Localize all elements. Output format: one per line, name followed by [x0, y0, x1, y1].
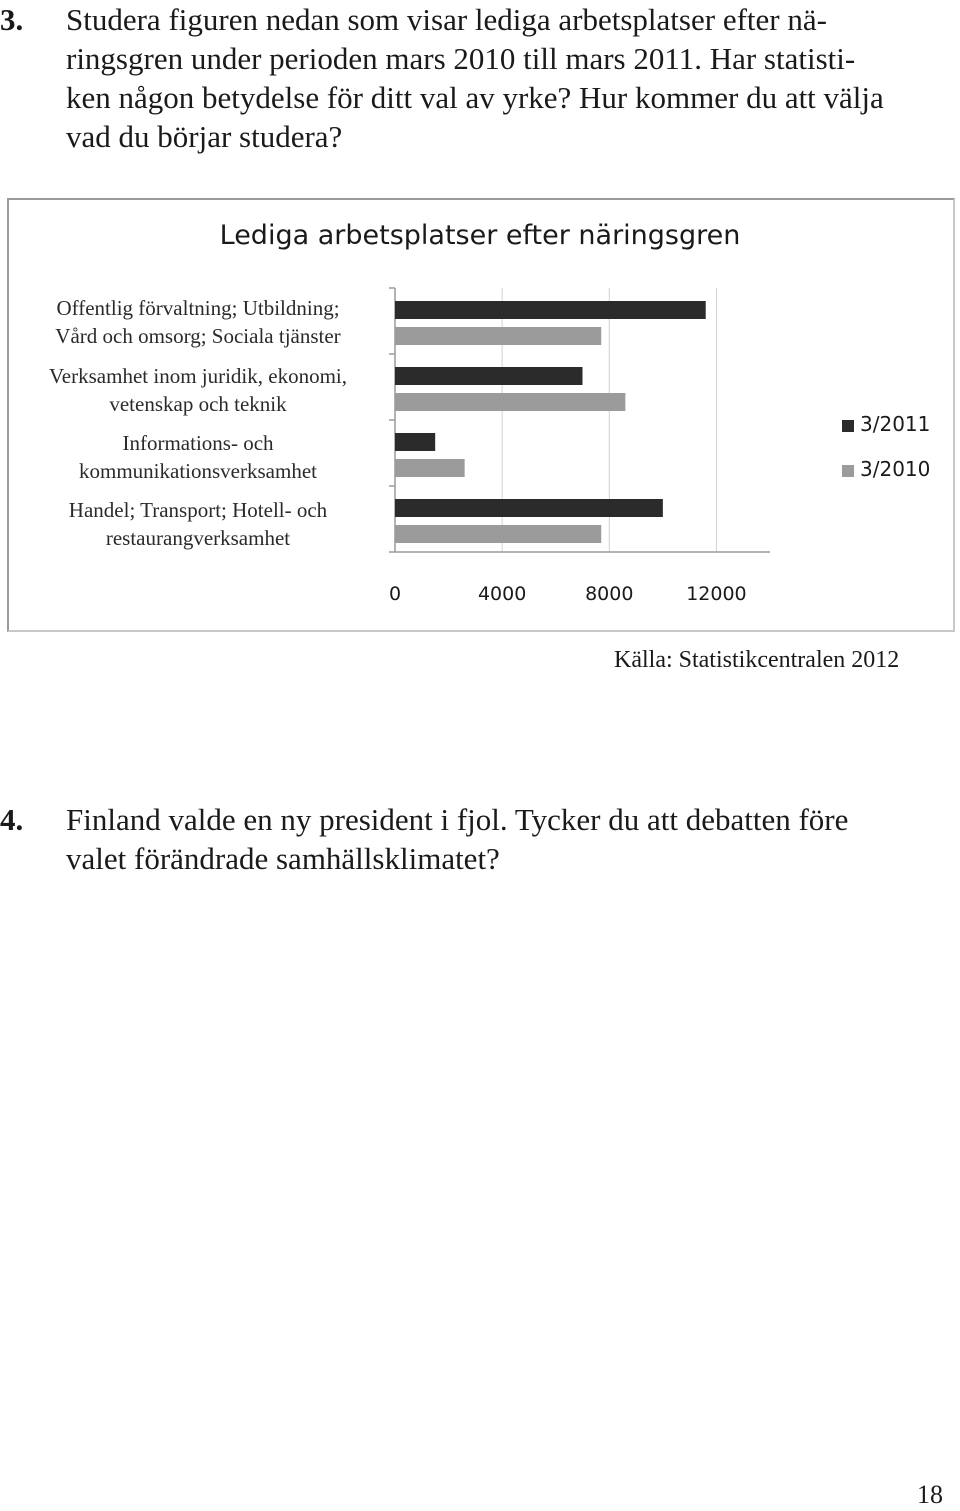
legend-swatch-2011: [842, 420, 854, 432]
chart-title: Lediga arbetsplatser efter näringsgren: [219, 220, 741, 251]
page-number: 18: [917, 1480, 943, 1509]
category-label-line: vetenskap och teknik: [109, 392, 287, 416]
x-tick-label: 8000: [585, 583, 634, 605]
question-4-number: 4.: [0, 802, 24, 837]
bar-3-2011: [395, 301, 706, 319]
bar-3-2010: [395, 327, 601, 345]
x-tick-label: 0: [388, 583, 402, 605]
bar-3-2010: [395, 393, 625, 411]
category-label-line: Verksamhet inom juridik, ekonomi,: [48, 364, 348, 388]
source-note: Källa: Statistikcentralen 2012: [614, 647, 900, 673]
legend-item-2010: [842, 457, 930, 481]
category-label-line: Handel; Transport; Hotell- och: [68, 498, 328, 522]
question-3-line: ringsgren under perioden mars 2010 till mars 2011. Har statisti-: [66, 41, 856, 76]
question-4-line: Finland valde en ny president i fjol. Tycker du att debatten före: [66, 802, 849, 837]
category-label-line: kommunikationsverksamhet: [79, 459, 317, 483]
legend-item-2011: [842, 412, 930, 436]
bar-chart: [0, 0, 960, 640]
legend-swatch-2010: [842, 465, 854, 477]
question-3-line: Studera figuren nedan som visar lediga arbetsplatser efter nä-: [66, 2, 827, 37]
bar-3-2011: [395, 367, 583, 385]
category-label-line: Informations- och: [122, 431, 274, 455]
category-label-line: Vård och omsorg; Sociala tjänster: [55, 324, 341, 348]
question-3-number: 3.: [0, 2, 24, 37]
bar-3-2010: [395, 459, 465, 477]
legend-label: 3/2011: [860, 412, 931, 436]
category-label-line: Offentlig förvaltning; Utbildning;: [56, 296, 340, 320]
question-4-line: valet förändrade samhällsklimatet?: [66, 841, 500, 876]
bar-3-2010: [395, 525, 601, 543]
question-3-line: vad du börjar studera?: [66, 119, 343, 154]
x-tick-label: 4000: [477, 583, 527, 605]
bar-3-2011: [395, 499, 663, 517]
question-3-line: ken någon betydelse för ditt val av yrke? Hur kommer du att välja: [66, 80, 884, 115]
legend-label: 3/2010: [860, 457, 931, 481]
x-tick-label: 12000: [686, 583, 747, 605]
bar-3-2011: [395, 433, 435, 451]
category-label-line: restaurangverksamhet: [105, 526, 291, 550]
